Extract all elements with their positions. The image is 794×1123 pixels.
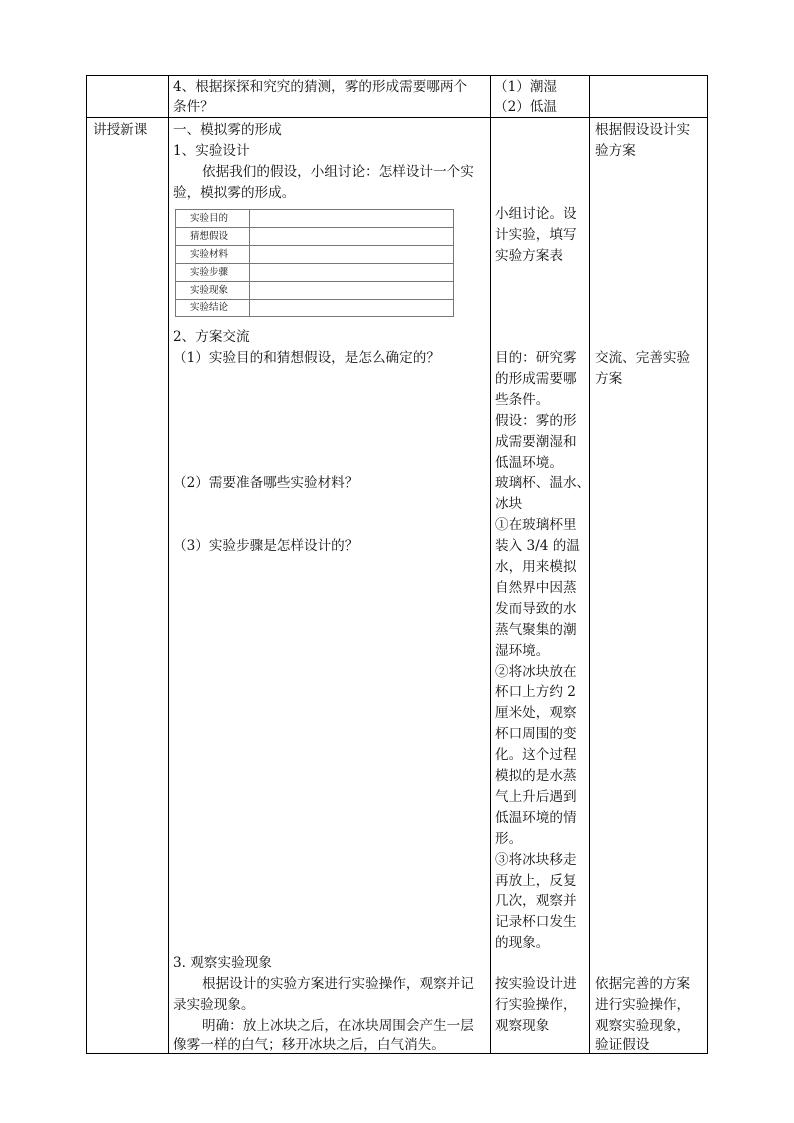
student-activity-discuss: 计实验，填写 [495, 227, 577, 243]
question-materials: （2）需要准备哪些实验材料？ [173, 475, 359, 491]
student-answer-line: 气上升后遇到 [495, 788, 577, 805]
student-answer-line: 的形成需要哪 [495, 370, 577, 387]
row1-question-line1: 4、根据探探和究究的猜测，雾的形成需要哪两个 [173, 79, 468, 95]
col-divider-2 [490, 75, 491, 1054]
observe-text-line2: 录实验现象。 [173, 997, 255, 1013]
student-answer-line: 几次，观察并 [495, 893, 577, 910]
heading-plan-exchange: 2、方案交流 [173, 329, 250, 345]
student-answer-line: 杯口上方约 2 [495, 684, 576, 701]
design-intent-2: 方案 [595, 371, 623, 387]
experiment-design-table [175, 209, 454, 317]
student-answer-line: 低温环境。 [495, 454, 563, 471]
design-table-label: 实验目的 [190, 213, 229, 224]
row1-question-line2: 条件？ [173, 99, 214, 115]
student-answer-line: 杯口周围的变 [495, 726, 577, 743]
design-intent-2: 交流、完善实验 [595, 350, 691, 366]
student-activity-operate: 观察现象 [495, 1018, 550, 1034]
design-intent-1: 根据假设设计实 [595, 122, 691, 138]
student-answer-line: ①在玻璃杯里 [495, 517, 577, 534]
student-answer-line: 化。这个过程 [495, 747, 577, 764]
student-answer-line: 低温环境的情 [495, 809, 577, 826]
row1-answer-humid: （1）潮湿 [494, 79, 558, 95]
student-activity-operate: 行实验操作， [495, 997, 577, 1013]
student-answer-line: 模拟的是水蒸 [495, 768, 577, 784]
design-prompt-line2: 验，模拟雾的形成。 [173, 185, 296, 201]
student-answer-line: 形。 [495, 830, 523, 847]
design-table-label: 实验结论 [190, 302, 229, 313]
student-answer-line: 的现象。 [495, 935, 550, 952]
design-intent-3: 观察实验现象， [595, 1018, 691, 1034]
design-table-label: 猜想假设 [190, 231, 229, 242]
student-answer-line: 自然界中因蒸 [495, 579, 577, 596]
student-answer-line: 装入 3/4 的温 [495, 538, 580, 555]
student-answer-line: 目的：研究雾 [495, 350, 577, 366]
student-answer-line: ②将冰块放在 [495, 663, 577, 680]
design-table-label: 实验步骤 [190, 267, 229, 278]
student-answer-line: 厘米处，观察 [495, 705, 577, 722]
question-purpose-hypothesis: （1）实验目的和猜想假设，是怎么确定的？ [173, 350, 440, 366]
student-answer-line: 玻璃杯、温水、 [495, 475, 591, 492]
student-answer-line: 发而导致的水 [495, 600, 577, 617]
student-answer-line: ③将冰块移走 [495, 851, 577, 868]
conclusion-line1: 明确：放上冰块之后，在冰块周围会产生一层 [202, 1018, 474, 1034]
student-answer-line: 些条件。 [495, 391, 550, 408]
heading-experiment-design: 1、实验设计 [173, 143, 250, 159]
section-label: 讲授新课 [93, 122, 148, 138]
design-intent-3: 依据完善的方案 [595, 976, 691, 992]
design-prompt-line1: 依据我们的假设，小组讨论：怎样设计一个实 [202, 164, 474, 180]
student-answer-line: 冰块 [495, 496, 523, 513]
observe-text-line1: 根据设计的实验方案进行实验操作，观察并记 [202, 976, 474, 992]
student-answer-line: 蒸气聚集的潮 [495, 621, 577, 638]
design-intent-1: 验方案 [595, 143, 636, 159]
col-divider-3 [589, 75, 590, 1054]
student-answer-line: 再放上，反复 [495, 872, 577, 889]
question-steps: （3）实验步骤是怎样设计的？ [173, 538, 359, 554]
student-answer-line: 记录杯口发生 [495, 914, 577, 931]
student-activity-discuss: 小组讨论。设 [495, 206, 577, 222]
design-table-label: 实验现象 [190, 285, 229, 296]
student-answer-line: 成需要潮湿和 [495, 433, 577, 450]
col-divider-1 [168, 75, 169, 1054]
student-answer-line: 水，用来模拟 [495, 559, 577, 575]
heading-observe: 3. 观察实验现象 [173, 955, 272, 971]
design-intent-3: 进行实验操作， [595, 997, 691, 1013]
conclusion-line2: 像雾一样的白气；移开冰块之后，白气消失。 [173, 1037, 445, 1053]
row1-answer-lowtemp: （2）低温 [494, 99, 558, 115]
student-activity-discuss: 实验方案表 [495, 248, 563, 264]
table-left-border [86, 75, 87, 1054]
heading-simulate-fog: 一、模拟雾的形成 [173, 122, 282, 138]
design-intent-3: 验证假设 [595, 1037, 650, 1053]
table-right-border [707, 75, 708, 1054]
table-top-border [86, 75, 708, 76]
design-table-label: 实验材料 [190, 249, 229, 260]
student-answer-line: 湿环境。 [495, 642, 550, 659]
student-activity-operate: 按实验设计进 [495, 976, 577, 992]
student-answer-line: 假设：雾的形 [495, 412, 577, 429]
